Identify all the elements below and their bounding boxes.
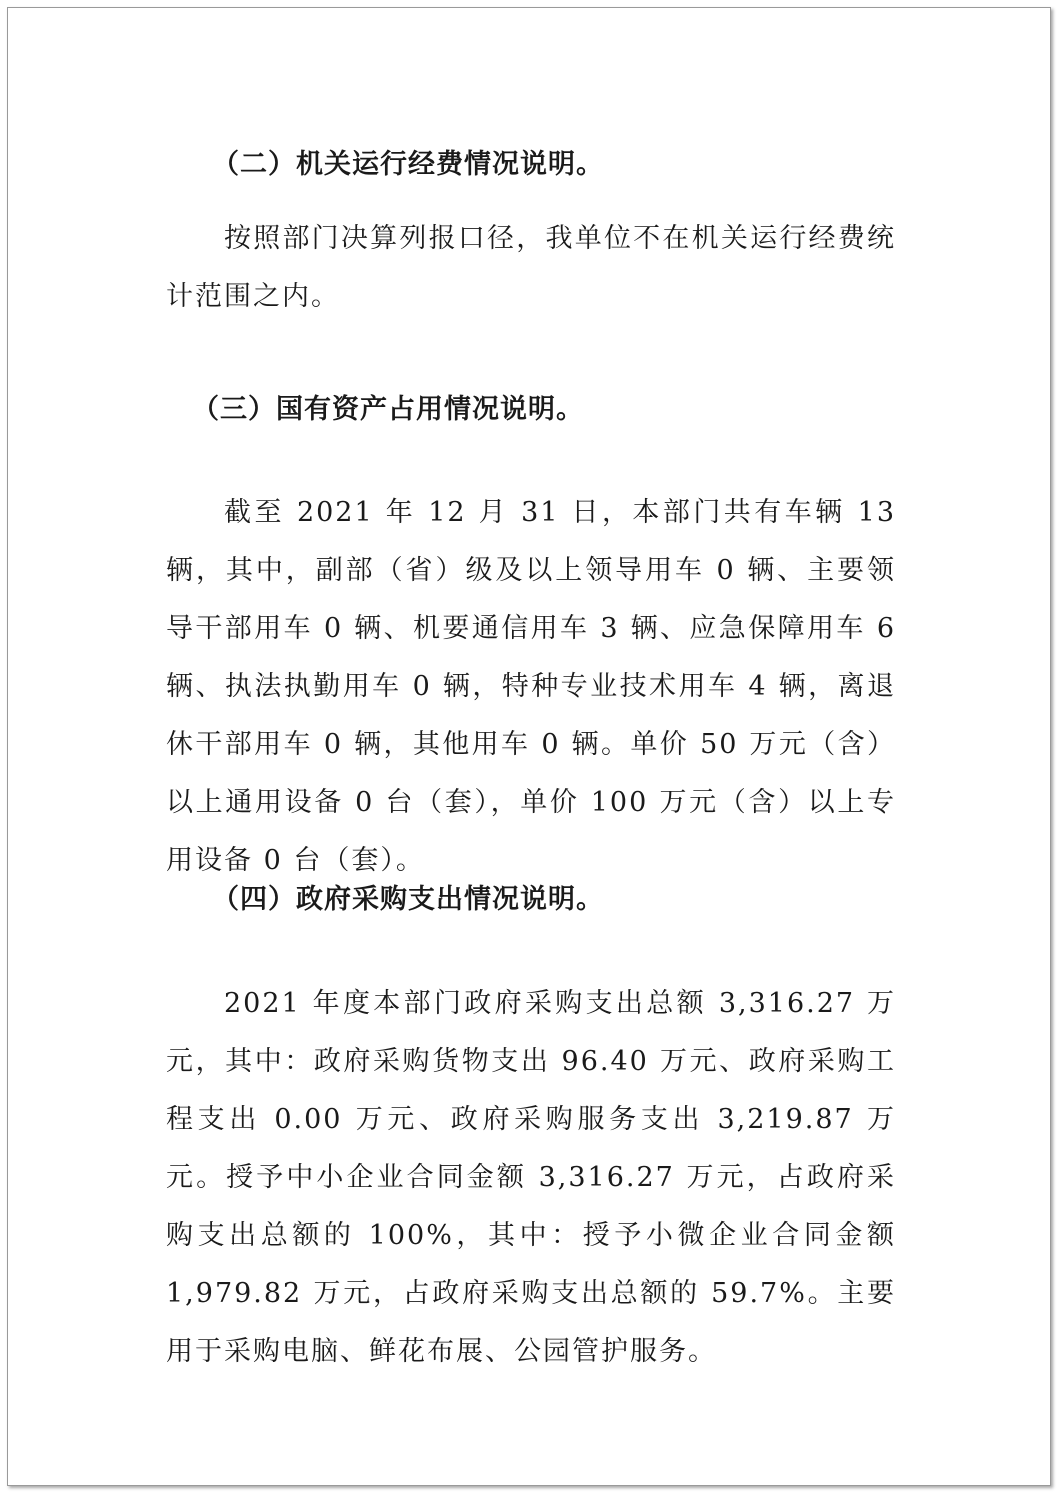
section-paragraph-4: 2021 年度本部门政府采购支出总额 3,316.27 万元，其中：政府采购货物支出 96.40 万元、政府采购工程支出 0.00 万元、政府采购服务支出 3,219.87 万元。授予中小企业合同金额 3,316.27 万元，占政府采购支出总额的 100%，其中：授予小微企业合同金额 1,979.82 万元，占政府采购支出总额的 59.7%。主要用于采购电脑、鲜花布展、公园管护服务。 <box>166 988 896 1367</box>
section-paragraph-3: 截至 2021 年 12 月 31 日，本部门共有车辆 13 辆，其中，副部（省）级及以上领导用车 0 辆、主要领导干部用车 0 辆、机要通信用车 3 辆、应急保障用车 6 辆、执法执勤用车 0 辆，特种专业技术用车 4 辆，离退休干部用车 0 辆，其他用车 0 辆。单价 50 万元（含）以上通用设备 0 台（套），单价 100 万元（含）以上专用设备 0 台（套）。 <box>166 497 896 876</box>
section-paragraph-2: 按照部门决算列报口径，我单位不在机关运行经费统计范围之内。 <box>166 223 896 312</box>
section-heading-2: （二）机关运行经费情况说明。 <box>212 149 604 180</box>
section-heading-4: （四）政府采购支出情况说明。 <box>212 884 604 915</box>
section-heading-3: （三）国有资产占用情况说明。 <box>192 394 584 425</box>
